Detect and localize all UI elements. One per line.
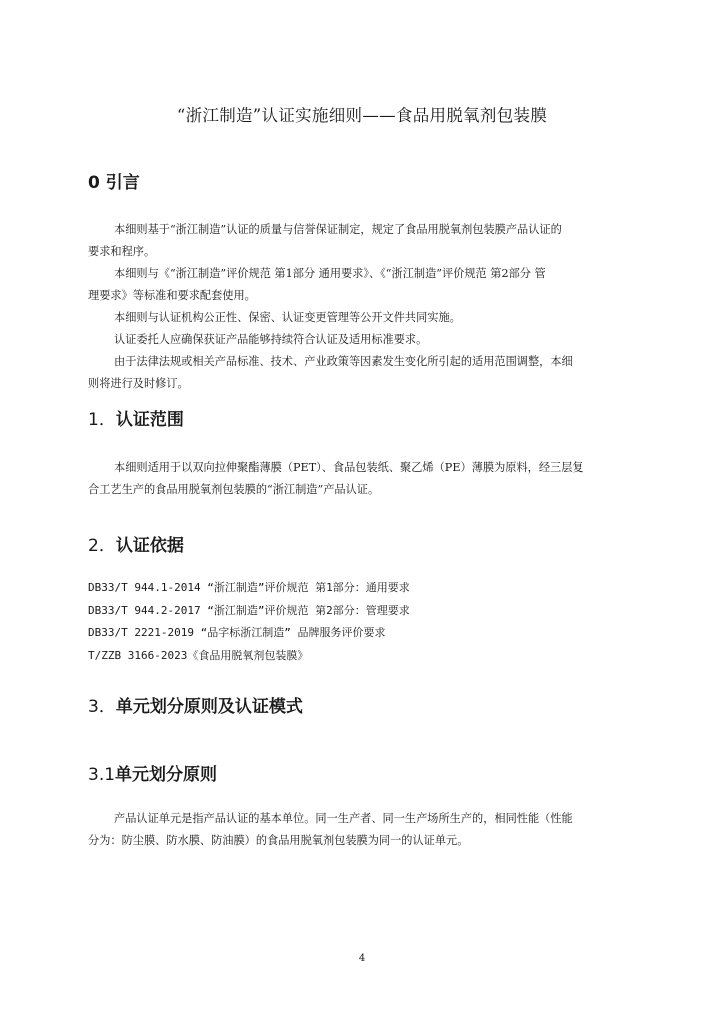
paragraph-line: 本细则基于“浙江制造”认证的质量与信誉保证制定，规定了食品用脱氧剂包装膜产品认证的	[114, 223, 562, 236]
paragraph-line: 要求和程序。	[88, 245, 156, 258]
page-number: 4	[358, 953, 366, 964]
document-title: “浙江制造”认证实施细则——食品用脱氧剂包装膜	[176, 106, 548, 125]
section-title: 认证依据	[115, 536, 184, 556]
section-number: 3．	[88, 697, 116, 717]
reference-item: DB33/T 944.1-2014 “浙江制造”评价规范 第1部分：通用要求	[88, 581, 410, 594]
scope-paragraph	[88, 457, 636, 501]
reference-item: DB33/T 2221-2019 “品字标浙江制造” 品牌服务评价要求	[88, 626, 386, 639]
paragraph-line: 由于法律法规或相关产品标准、技术、产业政策等因素发生变化所引起的适用范围调整，本细	[114, 355, 573, 368]
paragraph-line: 本细则与认证机构公正性、保密、认证变更管理等公开文件共同实施。	[114, 311, 461, 324]
paragraph-line: 产品认证单元是指产品认证的基本单位。同一生产者、同一生产场所生产的，相同性能（性能	[114, 812, 573, 825]
paragraph-line: 本细则与《“浙江制造”评价规范 第1部分 通用要求》、《“浙江制造”评价规范 第2部分 管	[114, 267, 546, 280]
paragraph-line: 本细则适用于以双向拉伸聚酯薄膜（PET）、食品包装纸、聚乙烯（PE）薄膜为原料，经三层复	[114, 461, 584, 474]
section-number: 1．	[88, 410, 116, 430]
paragraph-line: 理要求》等标准和要求配套使用。	[88, 289, 256, 302]
section-heading-introduction: 0 引言	[88, 173, 140, 193]
unit-principle-paragraph	[88, 808, 636, 852]
introduction-paragraphs	[88, 219, 636, 395]
paragraph-line: 认证委托人应确保获证产品能够持续符合认证及适用标准要求。	[114, 333, 428, 346]
section-title: 单元划分原则	[115, 765, 218, 785]
subsection-heading-unit-principle	[88, 760, 217, 785]
section-number: 3.1	[88, 765, 116, 785]
reference-item: T/ZZB 3166-2023《食品用脱氧剂包装膜》	[88, 648, 309, 662]
paragraph-line: 合工艺生产的食品用脱氧剂包装膜的“浙江制造”产品认证。	[88, 483, 380, 496]
section-heading-basis	[88, 531, 184, 556]
section-heading-unit-division	[88, 692, 303, 717]
paragraph-line: 分为：防尘膜、防水膜、防油膜）的食品用脱氧剂包装膜为同一的认证单元。	[88, 834, 469, 847]
section-number: 2．	[88, 536, 116, 556]
reference-item: DB33/T 944.2-2017 “浙江制造”评价规范 第2部分：管理要求	[88, 603, 410, 617]
section-heading-scope	[88, 405, 184, 430]
reference-list	[88, 577, 410, 667]
paragraph-line: 则将进行及时修订。	[88, 377, 189, 390]
section-title: 单元划分原则及认证模式	[115, 697, 303, 717]
section-title: 认证范围	[115, 410, 184, 430]
